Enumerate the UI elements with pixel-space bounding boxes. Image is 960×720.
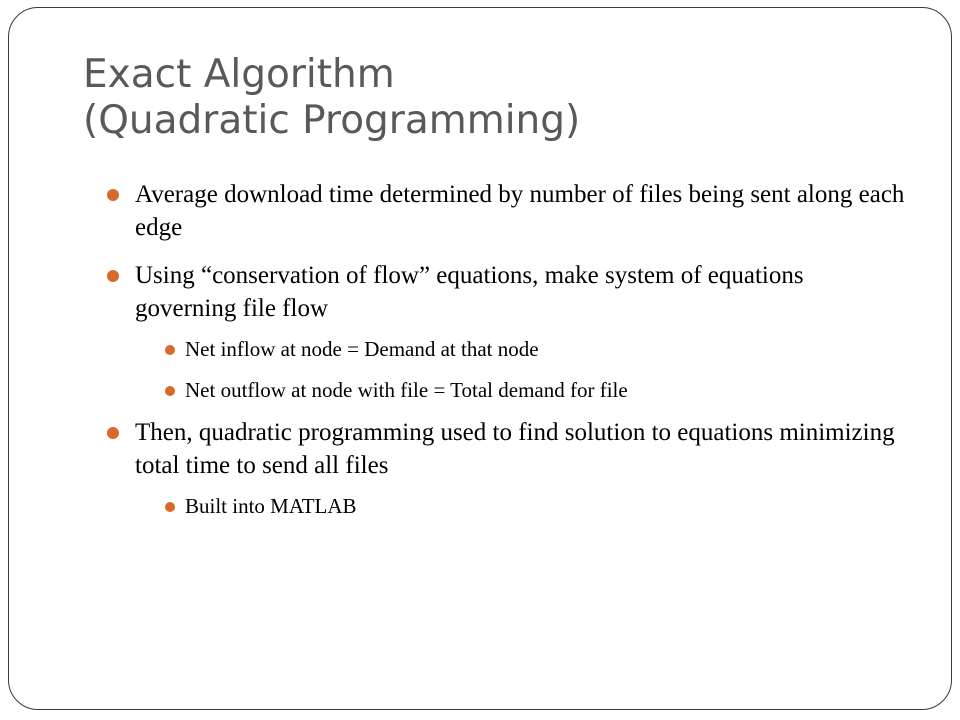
sub-bullet-icon	[165, 386, 175, 396]
sub-bullet-text: Net inflow at node = Demand at that node	[185, 337, 539, 361]
bullet-text: Using “conservation of flow” equations, make system of equations governing file flow	[135, 262, 804, 322]
sub-bullet-item	[165, 335, 907, 363]
sub-bullet-item	[165, 376, 907, 404]
bullet-text: Average download time determined by number of files being sent along each edge	[135, 181, 905, 241]
bullet-icon	[107, 189, 119, 201]
bullet-icon	[107, 427, 119, 439]
bullet-icon	[107, 270, 119, 282]
bullet-item-3	[107, 416, 907, 520]
sub-bullet-icon	[165, 502, 175, 512]
sub-bullet-icon	[165, 345, 175, 355]
slide-content	[107, 178, 907, 532]
sub-bullet-list	[135, 492, 907, 520]
title-line-1: Exact Algorithm	[83, 52, 395, 97]
title-line-2: (Quadratic Programming)	[83, 98, 581, 143]
sub-bullet-item	[165, 492, 907, 520]
slide-title	[83, 52, 883, 144]
sub-bullet-text: Net outflow at node with file = Total demand for file	[185, 378, 628, 402]
bullet-item-2	[107, 259, 907, 404]
bullet-item-1	[107, 178, 907, 244]
bullet-text: Then, quadratic programming used to find solution to equations minimizing total time to send all files	[135, 419, 895, 479]
sub-bullet-list	[135, 335, 907, 404]
sub-bullet-text: Built into MATLAB	[185, 494, 357, 518]
bullet-list	[107, 178, 907, 520]
